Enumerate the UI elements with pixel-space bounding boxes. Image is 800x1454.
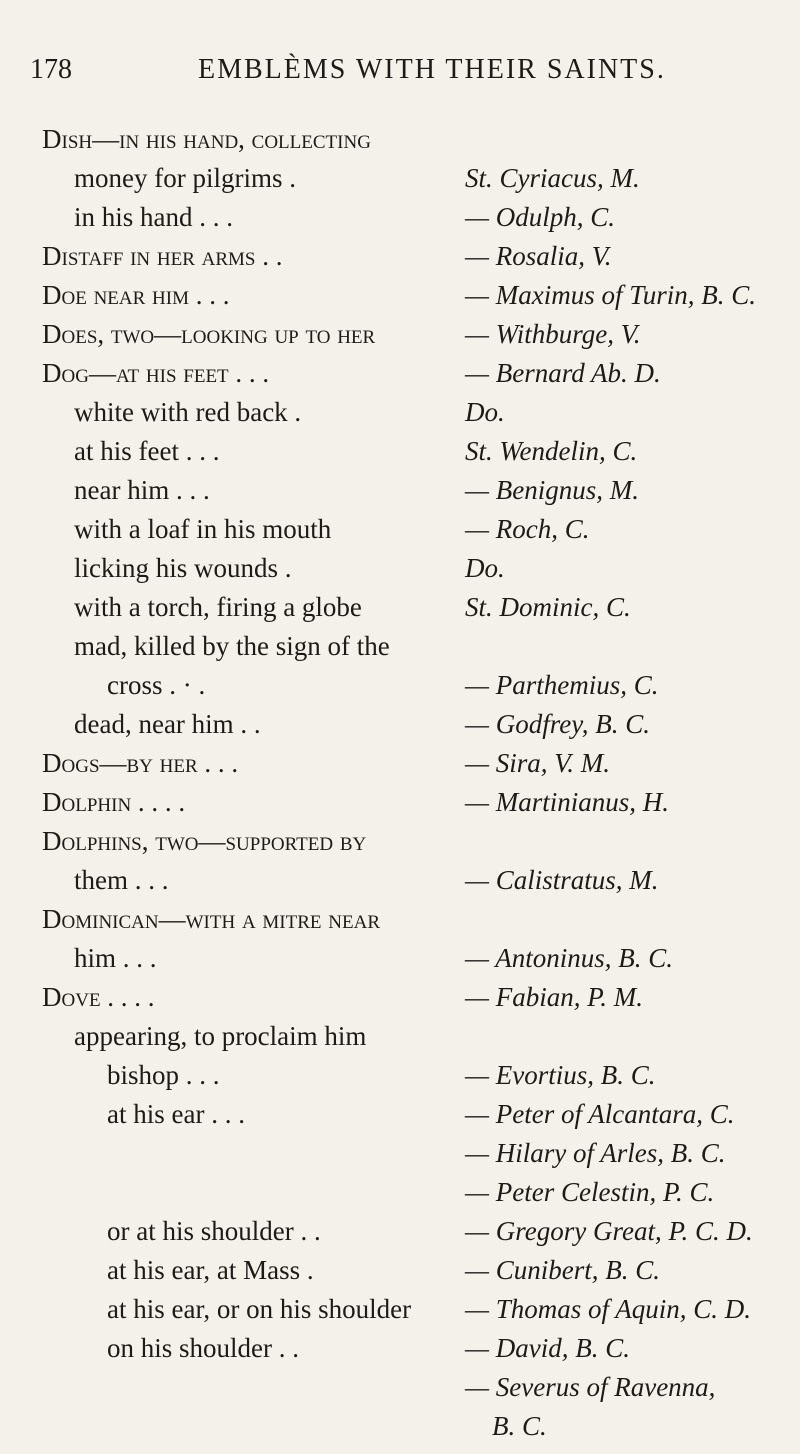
saint-text: — Withburge, V.	[465, 319, 641, 349]
emblem-text: Dog—at his feet . . .	[42, 358, 270, 388]
saint-text: — Peter Celestin, P. C.	[465, 1177, 715, 1207]
saint-text: — Benignus, M.	[465, 475, 639, 505]
saint-text: — Fabian, P. M.	[465, 982, 644, 1012]
emblem-text: or at his shoulder . .	[107, 1216, 321, 1246]
emblem-text: Doe near him . . .	[42, 280, 230, 310]
emblem-text: Does, two—looking up to her	[42, 319, 376, 349]
emblem-text: with a loaf in his mouth	[74, 514, 332, 544]
saint-text: — Thomas of Aquin, C. D.	[465, 1294, 752, 1324]
saint-text: — Odulph, C.	[465, 202, 616, 232]
emblem-text: money for pilgrims .	[74, 163, 296, 193]
saint-text: St. Wendelin, C.	[465, 436, 638, 466]
emblem-text: appearing, to proclaim him	[74, 1021, 367, 1051]
index-row	[0, 705, 800, 743]
index-row	[0, 315, 800, 353]
index-row	[0, 1134, 800, 1172]
index-row	[0, 549, 800, 587]
index-row	[0, 354, 800, 392]
index-row	[0, 783, 800, 821]
emblem-text: at his ear, or on his shoulder	[107, 1294, 412, 1324]
saint-text: — Cunibert, B. C.	[465, 1255, 661, 1285]
emblem-text: licking his wounds .	[74, 553, 292, 583]
saint-text: — Gregory Great, P. C. D.	[465, 1216, 753, 1246]
emblem-text: Dominican—with a mitre near	[42, 904, 380, 934]
index-row	[0, 1173, 800, 1211]
saint-text: — Sira, V. M.	[465, 748, 611, 778]
index-row	[0, 1095, 800, 1133]
saint-text: — Maximus of Turin, B. C.	[465, 280, 757, 310]
index-row	[0, 276, 800, 314]
saint-text: — Rosalia, V.	[465, 241, 612, 271]
emblem-text: with a torch, firing a globe	[74, 592, 362, 622]
emblem-text: at his feet . . .	[74, 436, 220, 466]
index-row	[0, 432, 800, 470]
saint-text: — Roch, C.	[465, 514, 590, 544]
emblem-text: Dolphins, two—supported by	[42, 826, 367, 856]
saint-text: — Hilary of Arles, B. C.	[465, 1138, 726, 1168]
index-row	[0, 666, 800, 704]
index-row	[0, 1251, 800, 1289]
index-row	[0, 588, 800, 626]
page-number: 178	[30, 54, 72, 85]
saint-text: — Antoninus, B. C.	[465, 943, 674, 973]
running-head: EMBLÈMS WITH THEIR SAINTS.	[198, 54, 666, 85]
index-row	[0, 510, 800, 548]
index-row	[0, 1056, 800, 1094]
saint-text: — David, B. C.	[465, 1333, 630, 1363]
saint-text: — Severus of Ravenna,	[465, 1372, 716, 1402]
emblem-text: them . . .	[74, 865, 169, 895]
index-row	[0, 1212, 800, 1250]
index-row	[0, 1368, 800, 1406]
saint-text: Do.	[465, 397, 505, 427]
saint-text: Do.	[465, 553, 505, 583]
index-row	[0, 744, 800, 782]
emblem-text: white with red back .	[74, 397, 302, 427]
emblem-text: mad, killed by the sign of the	[74, 631, 390, 661]
index-row	[0, 471, 800, 509]
index-row	[0, 120, 800, 158]
emblem-text: Dove . . . .	[42, 982, 155, 1012]
emblem-text: him . . .	[74, 943, 157, 973]
index-row	[0, 627, 800, 665]
emblem-text: at his ear, at Mass .	[107, 1255, 314, 1285]
emblem-text: at his ear . . .	[107, 1099, 245, 1129]
saint-text: — Parthemius, C.	[465, 670, 659, 700]
emblem-text: Dogs—by her . . .	[42, 748, 239, 778]
emblem-text: Distaff in her arms . .	[42, 241, 283, 271]
saint-text: — Bernard Ab. D.	[465, 358, 661, 388]
emblem-text: in his hand . . .	[74, 202, 233, 232]
index-row	[0, 1329, 800, 1367]
index-row	[0, 159, 800, 197]
saint-text: — Evortius, B. C.	[465, 1060, 656, 1090]
index-row	[0, 198, 800, 236]
emblem-text: cross . · .	[107, 670, 206, 700]
emblem-text: Dolphin . . . .	[42, 787, 186, 817]
index-row	[0, 1290, 800, 1328]
index-row	[0, 822, 800, 860]
saint-text: B. C.	[492, 1411, 547, 1441]
index-row	[0, 939, 800, 977]
emblem-text: dead, near him . .	[74, 709, 261, 739]
index-row	[0, 237, 800, 275]
emblem-text: bishop . . .	[107, 1060, 220, 1090]
index-row	[0, 1407, 800, 1445]
index-row	[0, 1017, 800, 1055]
saint-text: — Godfrey, B. C.	[465, 709, 650, 739]
emblem-text: near him . . .	[74, 475, 210, 505]
saint-text: St. Cyriacus, M.	[465, 163, 640, 193]
saint-text: St. Dominic, C.	[465, 592, 631, 622]
saint-text: — Peter of Alcantara, C.	[465, 1099, 735, 1129]
emblem-text: on his shoulder . .	[107, 1333, 299, 1363]
index-row	[0, 978, 800, 1016]
saint-text: — Calistratus, M.	[465, 865, 659, 895]
saint-text: — Martinianus, H.	[465, 787, 670, 817]
index-row	[0, 900, 800, 938]
index-row	[0, 393, 800, 431]
index-row	[0, 861, 800, 899]
emblem-text: Dish—in his hand, collecting	[42, 124, 371, 154]
